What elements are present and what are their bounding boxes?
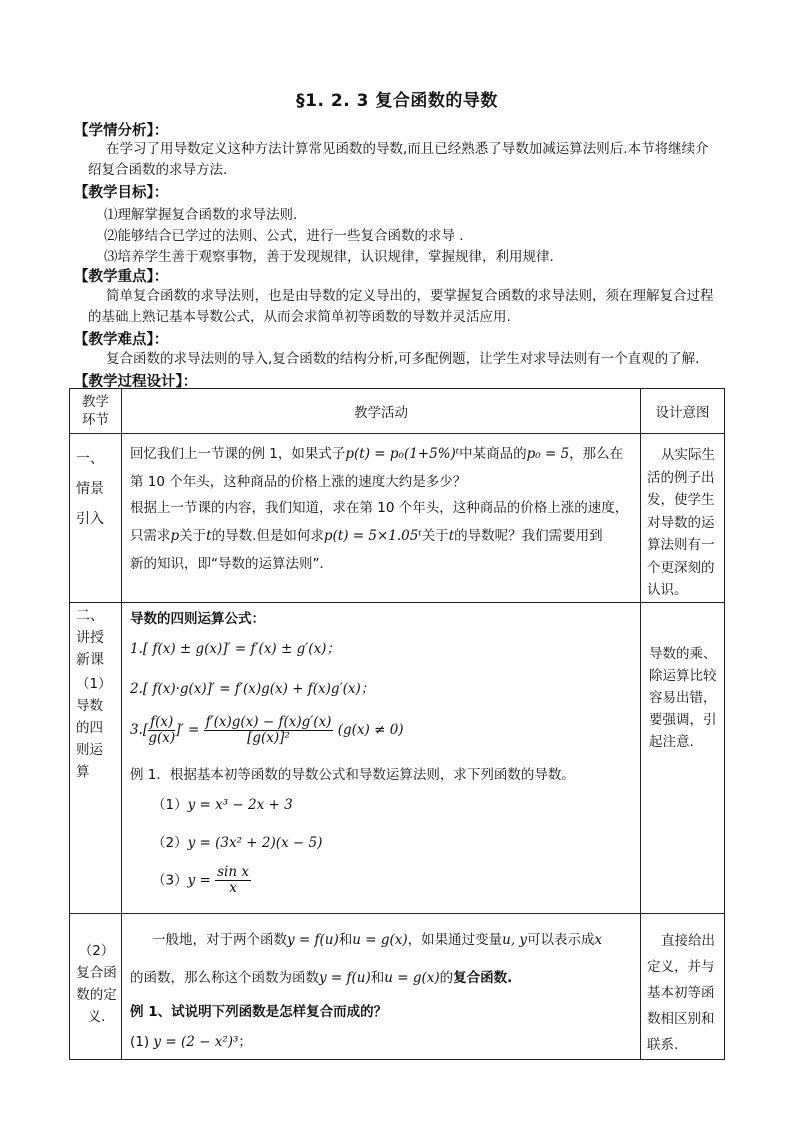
header-intent: 设计意图 (641, 389, 725, 434)
section-heading-process: 【教学过程设计】： (74, 374, 198, 390)
intent-cell: 直接给出定义，并与基本初等函数相区别和联系. (641, 913, 725, 1059)
section-heading-goals: 【教学目标】： (74, 185, 169, 201)
stage-cell: 一、情景引入 (70, 434, 122, 603)
goal-item: ⑵能够结合已学过的法则、公式，进行一些复合函数的求导 . (104, 228, 464, 244)
intent-cell: 导数的乘、除运算比较容易出错，要强调，引起注意. (641, 602, 725, 913)
header-activity: 教学活动 (122, 389, 641, 434)
stage-cell: （2）复合函数的定义. (70, 913, 122, 1059)
difficult-text: 复合函数的求导法则的导入,复合函数的结构分析,可多配例题，让学生对求导法则有一个直观的了解. (106, 351, 700, 367)
analysis-text: 在学习了用导数定义这种方法计算常见函数的导数,而且已经熟悉了导数加减运算法则后.本节将继续介绍复合函数的求导方法. (88, 141, 709, 178)
table-header-row (70, 389, 725, 434)
table-row (70, 434, 725, 603)
key-text: 简单复合函数的求导法则，也是由导数的定义导出的，要掌握复合函数的求导法则，须在理解复合过程的基础上熟记基本导数公式，从而会求简单初等函数的导数并灵活应用. (88, 288, 714, 325)
section-heading-key: 【教学重点】： (74, 269, 169, 285)
section-heading-difficult: 【教学难点】： (74, 332, 169, 348)
goal-item: ⑶培养学生善于观察事物，善于发现规律，认识规律，掌握规律，利用规律． (104, 249, 563, 265)
goal-item: ⑴理解掌握复合函数的求导法则. (104, 207, 298, 223)
activity-cell: 一般地，对于两个函数y = f(u)和u = g(x)，如果通过变量u, y可以表示成x 的函数，那么称这个函数为函数y = f(u)和u = g(x)的复合函数. 例 1、试说明下列函数是怎样复合而成的？ (1) y = (2 − x²)³； (122, 913, 641, 1059)
header-stage: 教学环节 (70, 389, 122, 434)
section-heading-analysis: 【学情分析】： (74, 123, 169, 139)
activity-cell: 导数的四则运算公式： 1.[ f(x) ± g(x)]′ = f′(x) ± g′(x)； 2.[ f(x)·g(x)]′ = f′(x)g(x) + f(x)g′(x)； 3.[ $\frac{f(x)}{g(x)}$ ]′ = $\frac{f'(x)g(x) - f(x)g'(x)}{\text{[g(x)]²}}$ (g(x) ≠ 0) 例 1．根据基本初等函数的导数公式和导数运算法则，求下列函数的导数。 （1）y = x³ − 2x + 3 （2）y = (3x² + 2)(x − 5) （3）y = $\frac{\text{sin x}}{x}$ (122, 602, 641, 913)
table-row (70, 602, 725, 913)
table-row (70, 913, 725, 1059)
intent-cell: 从实际生活的例子出发，使学生对导数的运算法则有一个更深刻的认识。 (641, 434, 725, 603)
page-title: §1. 2. 3 复合函数的导数 (296, 91, 498, 111)
stage-cell: 二、讲授新课 （1）导数的四则运算 (70, 602, 122, 913)
activity-cell: 回忆我们上一节课的例 1，如果式子p(t) = p₀(1+5%)ᵗ中某商品的p₀ = 5，那么在 第 10 个年头，这种商品的价格上涨的速度大约是多少？ 根据上一节课的内容，我们知道，求在第 10 个年头，这种商品的价格上涨的速度， 只需求p关于t的导数.但是如何求p(t) = 5×1.05ᵗ关于t的导数呢？我们需要用到 新的知识，即“导数的运算法则”． (122, 434, 641, 603)
lesson-table (69, 388, 725, 1060)
